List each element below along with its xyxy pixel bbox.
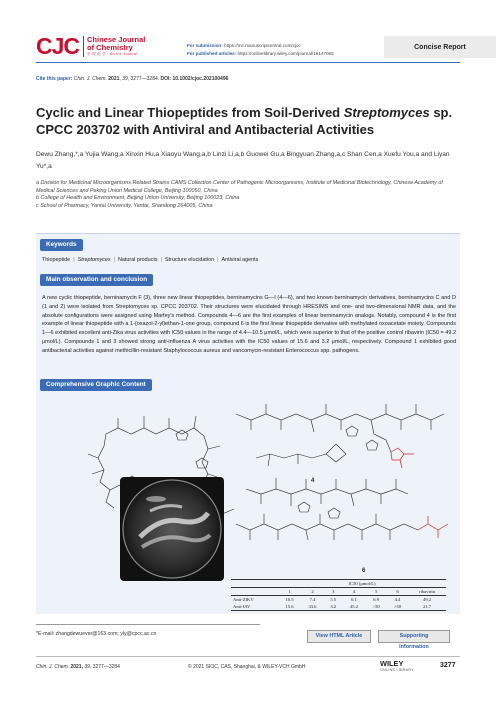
column-header: 3 (324, 588, 343, 596)
submission-links: For submission: https://mc.manuscriptcentral.com/cjoc For published articles: https://onlinelibrary.wiley.com/journal/16147065 (187, 43, 334, 56)
footer-divider (36, 656, 460, 657)
table-row (231, 596, 446, 604)
column-header: 4 (343, 588, 366, 596)
logo-line-1: Chinese Journal (87, 35, 146, 44)
journal-header (0, 0, 496, 62)
table-cell: 15.6 (278, 603, 301, 611)
submission-link[interactable]: https://mc.manuscriptcentral.com/cjoc (224, 43, 301, 48)
table-cell: 6.9 (373, 597, 379, 602)
logo-mark: CJC (36, 33, 80, 59)
article-type-badge: Concise Report (384, 36, 496, 58)
logo-line-3: 中 国 化 学 · An Int. Journal (87, 52, 138, 56)
table-cell: >50 (365, 603, 386, 611)
column-header: 1 (278, 588, 301, 596)
header-divider (36, 62, 460, 63)
abstract-text: A new cyclic thiopeptide, berninamycin F (3), three new linear thiopeptides, berninamycins G—I (4—6), and two known berninamycin derivatives, berninamycins C and D (1 and 2) were isolated from Streptomyces sp. CPCC 203702. Their structures were elucidated through HRESIMS and one- and two-dimensional NMR data, and the absolute configurations were assigned using Marfey's method. Compounds 4—6 are the first examples of linear berninamycin analogs. Notably, compound 4 is the first example of linear thiopeptide with a 1-(oxazol-2-yl)ethan-1-one group, compound 6 is the first linear thiopeptide derivative with methylated oxoacetate moiety. Compounds 1—6 exhibited excellent anti-Zika virus activities with IC50 values in the range of 4.4—10.5 μmol/L, which were superior to that of the positive control ribavirin (IC50 = 49.2 μmol/L). Compounds 1 and 3 showed strong anti-influenza A virus activities with the IC50 values of 15.6 and 3.2 μmol/L, respectively. Compound 1 exhibited good antibacterial activities against methicillin-resistant Staphylococcus aureus and vancomycin-resistant Enterococcus spp. pathogens. (42, 295, 456, 354)
row-label: Anti-ZIKV (233, 597, 254, 602)
graphic-heading: Comprehensive Graphic Content (40, 379, 152, 391)
compound-label-4: 4 (311, 478, 315, 484)
page-number: 3277 (440, 662, 456, 669)
doi-link[interactable]: DOI: 10.1002/cjoc.202100496 (160, 76, 229, 82)
column-header: 2 (301, 588, 324, 596)
summary-panel (36, 233, 460, 614)
column-header: ribavirin (408, 588, 446, 596)
table-cell: 3.2 (324, 603, 343, 611)
keyword-list: Thiopeptide | Streptomyces | Natural products | Structure elucidation | Antiviral agents (42, 257, 259, 263)
table-cell: 21.7 (408, 603, 446, 611)
row-label: Anti-IAV (231, 603, 278, 611)
table-cell: 10.5 (285, 597, 294, 602)
ic50-table (231, 579, 446, 611)
corresponding-email: *E-mail: zhangdewuever@163.com; yly@cpcc.ac.cn (36, 631, 157, 637)
keyword-item: Structure elucidation (164, 257, 215, 263)
footnote-divider (36, 624, 260, 625)
affiliation-a: a Division for Medicinal Microorganisms Related Strains CAMS Collection Center of Pathogenic Microorganisms, Institute of Medicinal Biotechnology, Chinese Academy of Medical Sciences and Peking Union Medical College, Beijing 100050, China (36, 180, 443, 194)
table-cell: 7.4 (309, 597, 316, 602)
table-cell: >50 (387, 603, 408, 611)
published-link[interactable]: https://onlinelibrary.wiley.com/journal/16147065 (237, 51, 334, 56)
table-cell: 33.6 (301, 603, 324, 611)
copyright: © 2021 SIOC, CAS, Shanghai, & WILEY-VCH GmbH (188, 664, 306, 670)
supporting-info-button[interactable]: Supporting Information (378, 630, 450, 643)
keyword-item: Natural products (117, 257, 158, 263)
main-observation-heading: Main observation and conclusion (40, 274, 153, 286)
table-cell: 4.4 (394, 597, 401, 602)
compound-label-6: 6 (362, 568, 366, 574)
keywords-heading: Keywords (40, 239, 83, 251)
journal-logo (36, 35, 145, 58)
keyword-item: Streptomyces (77, 257, 111, 263)
keyword-item: Antiviral agents (221, 257, 259, 263)
author-list: Dewu Zhang,*,a Yujia Wang,a Xinxin Hu,a Xiaoyu Wang,a,b Linzi Li,a,b Guowei Gu,a Bingyuan Zhang,a,c Shan Cen,a Xuefu You,a and Liyan Yu*,a (36, 151, 450, 170)
footer-citation: Chin. J. Chem. 2021, 39, 3277—3284 (36, 664, 120, 670)
table-cell: 45.2 (343, 603, 366, 611)
logo-line-2: of Chemistry (87, 43, 133, 52)
view-html-button[interactable]: View HTML Article (307, 630, 371, 643)
table-cell: 5.5 (330, 597, 337, 602)
keyword-item: Thiopeptide (42, 257, 71, 263)
affiliation-c: c School of Pharmacy, Yantai University, Yantai, Shandong 264005, China (36, 202, 213, 209)
article-title: Cyclic and Linear Thiopeptides from Soil-Derived Streptomyces sp. CPCC 203702 with Antiviral and Antibacterial Activities (36, 105, 453, 137)
citation-line: Cite this paper: Chin. J. Chem. 2021, 39, 3277—3284. DOI: 10.1002/cjoc.202100496 (36, 76, 229, 82)
table-row (231, 603, 446, 611)
culture-plate-photo (120, 477, 224, 581)
table-cell: 6.1 (351, 597, 357, 602)
affiliations (36, 180, 460, 210)
affiliation-b: b College of Health and Environment, Beijing Union University, Beijing 100023, China (36, 195, 240, 201)
wiley-logo: WILEY ONLINE LIBRARY (380, 659, 414, 672)
table-group-header: IC50 (μmol/L) (278, 580, 446, 588)
column-header: 5 (365, 588, 386, 596)
graphical-abstract (36, 394, 460, 612)
table-cell: 49.2 (423, 597, 432, 602)
column-header: 6 (387, 588, 408, 596)
